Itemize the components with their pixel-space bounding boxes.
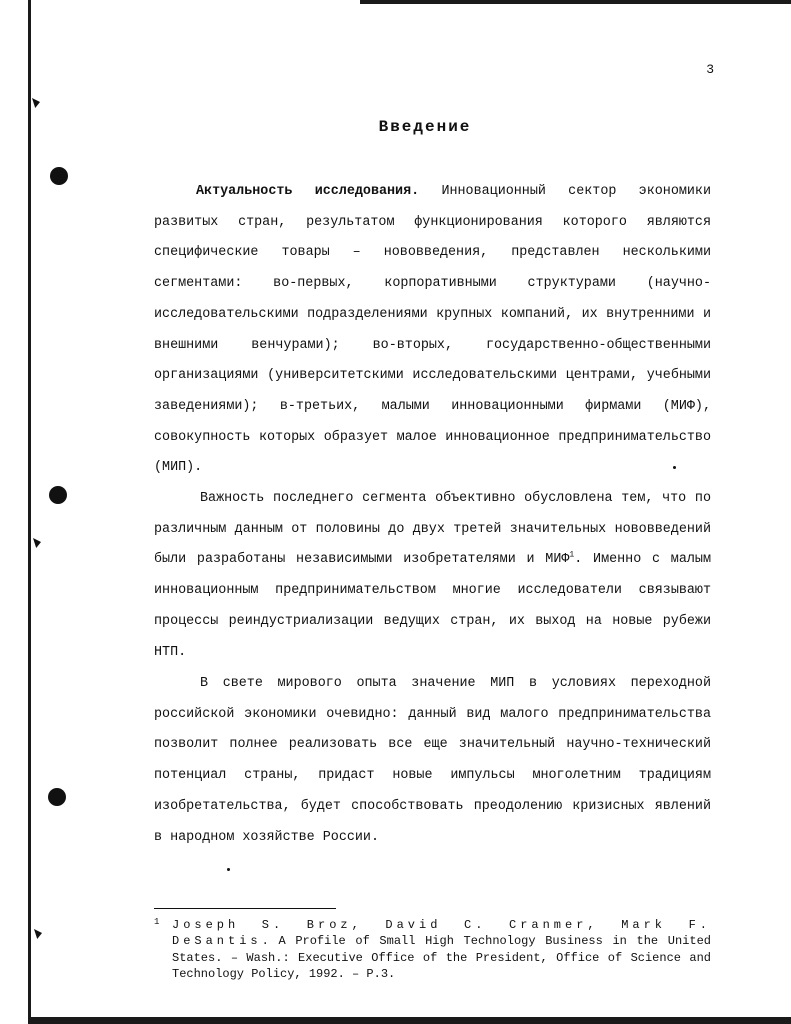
scan-speck — [673, 466, 676, 469]
footnote-text — [154, 917, 711, 983]
footnote-authors: Joseph S. Broz, David C. Cranmer, Mark F. DeSantis — [172, 918, 711, 949]
binder-hole — [48, 788, 66, 806]
paragraph-world-experience — [154, 669, 711, 853]
paragraph-text: Важность последнего сегмента объективно обусловлена тем, что по различным данным от половины до двух третей значительных нововведений были разработаны независимыми изобретателями и МИФ — [154, 491, 711, 568]
paragraph-text: Инновационный сектор экономики развитых стран, результатом функционирования которого являются специфические товары – нововведения, представлен несколькими сегментами: во-первых, корпоративными структурами (научно-исследовательскими подразделениями крупных компаний, их внутренними и внешними венчурами); во-вторых, государственно-общественными организациями (университетскими исследовательскими центрами, учебными заведениями); в-третьих, малыми инновационными фирмами (МИФ), совокупность которых образует малое инновационное предпринимательство (МИП). — [154, 184, 711, 476]
paragraph-importance — [154, 484, 711, 668]
scan-mark-tick — [32, 98, 40, 108]
footnote — [154, 917, 711, 983]
scan-edge-left — [28, 0, 31, 1024]
scan-mark-tick — [33, 538, 41, 548]
paragraph-text: В свете мирового опыта значение МИП в условиях переходной российской экономики очевидно: данный вид малого предпринимательства позволит полнее реализовать все еще значительный научно-технический потенциал страны, придаст новые импульсы многолетним традициям изобретательства, будет способствовать преодолению кризисных явлений в народном хозяйстве России. — [154, 676, 711, 845]
footnote-reference: 1 — [569, 550, 575, 560]
paragraph-relevance — [154, 177, 711, 484]
footnote-mark: 1 — [154, 917, 160, 927]
binder-hole — [49, 486, 67, 504]
page-number: 3 — [706, 62, 714, 77]
paragraph-text: . Именно с малым инновационным предпринимательством многие исследователи связывают процессы реиндустриализации ведущих стран, их выход на новые рубежи НТП. — [154, 552, 711, 660]
scan-edge-top — [360, 0, 791, 4]
scan-mark-tick — [34, 929, 42, 939]
paragraph-lead: Актуальность исследования. — [196, 184, 420, 199]
scan-speck — [227, 868, 230, 871]
page-title: Введение — [378, 118, 472, 136]
scan-edge-bottom — [28, 1017, 791, 1024]
footnote-separator — [154, 908, 336, 909]
binder-hole — [50, 167, 68, 185]
footnote-citation: . A Profile of Small High Technology Business in the United States. – Wash.: Executive Office of the President, Office of Science and Technology Policy, 1992. – P.3. — [172, 934, 711, 982]
